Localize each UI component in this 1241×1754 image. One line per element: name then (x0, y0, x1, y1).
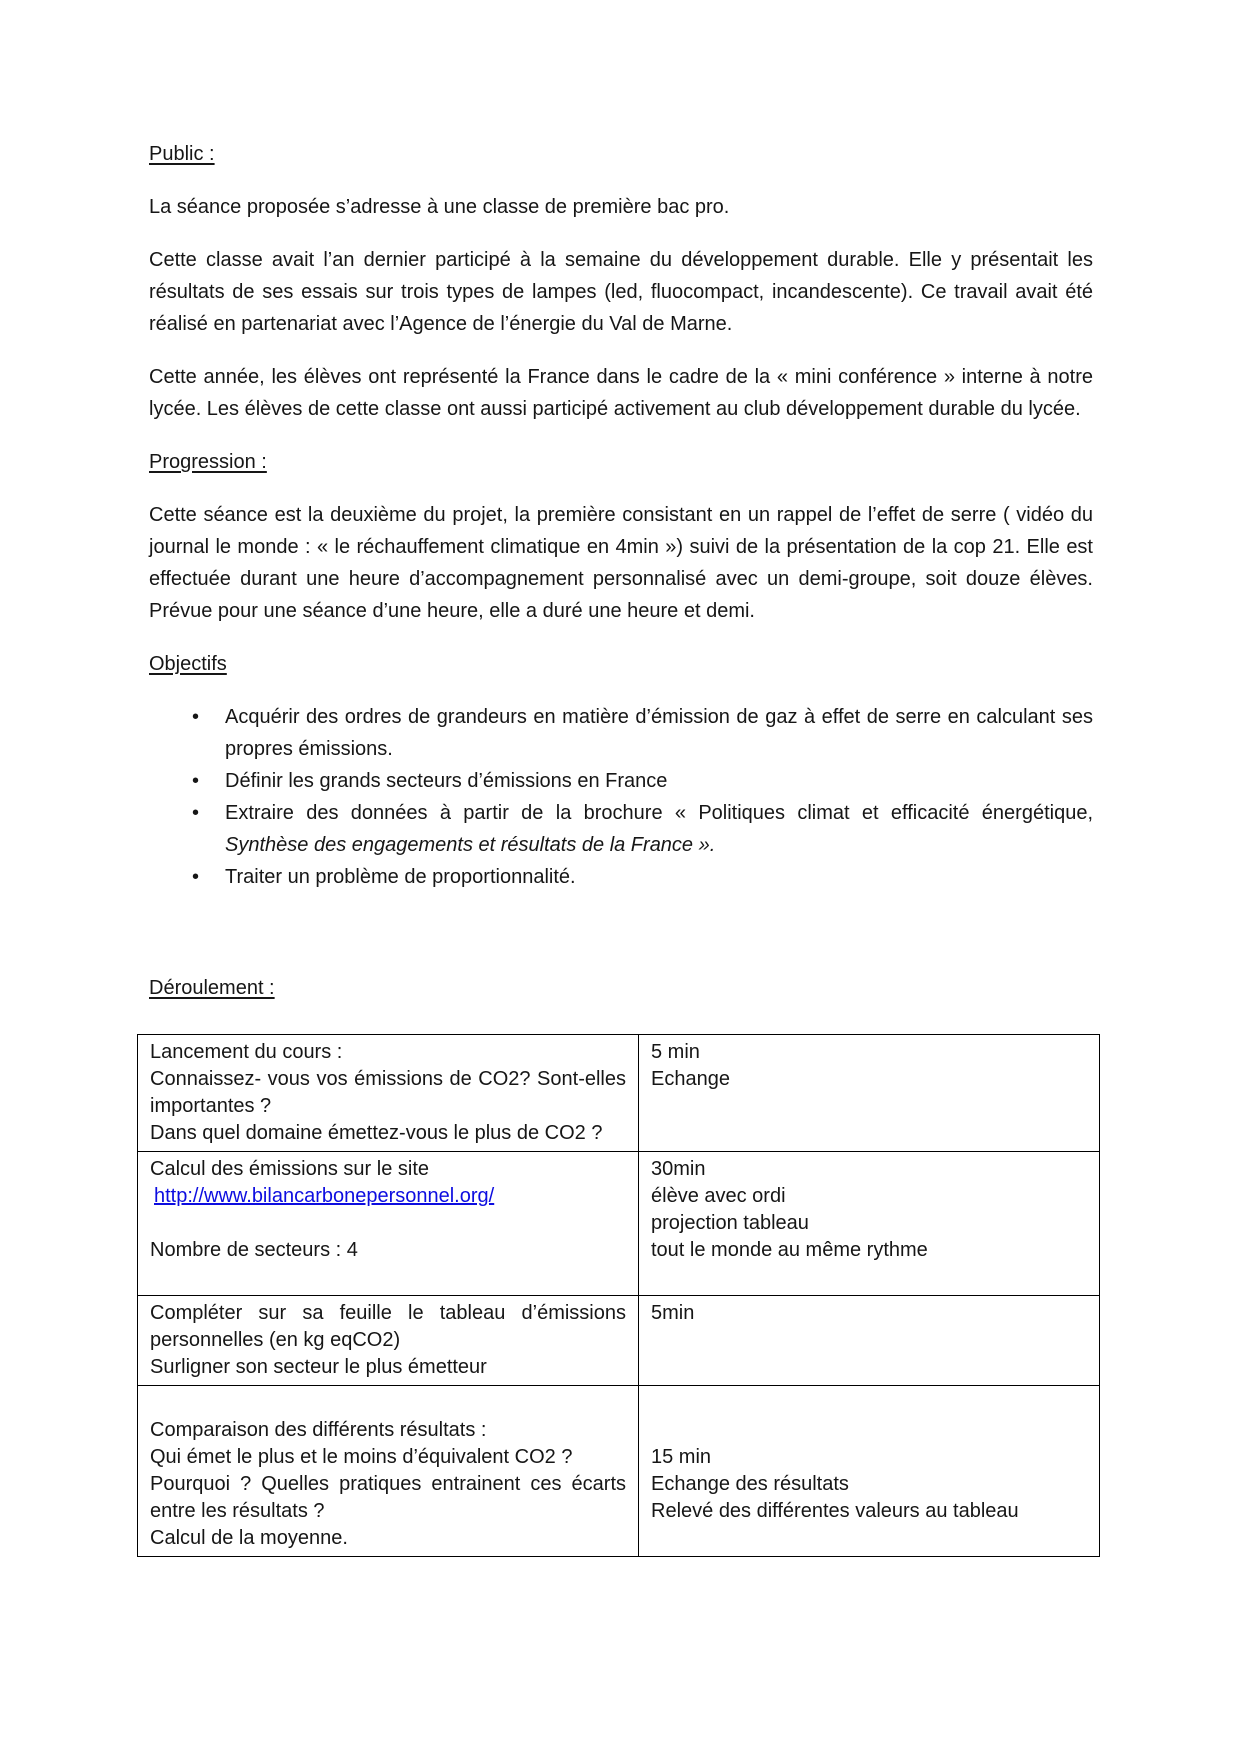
cell-line: Connaissez- vous vos émissions de CO2? Sont-elles importantes ? (150, 1068, 626, 1117)
heading-public-text: Public : (149, 143, 215, 165)
heading-public (149, 138, 1093, 170)
timing-cell (639, 1035, 1100, 1152)
objective-item (186, 861, 1093, 893)
cell-line: Echange des résultats (651, 1473, 849, 1495)
cell-line: Surligner son secteur le plus émetteur (150, 1356, 487, 1378)
table-row (138, 1035, 1100, 1152)
cell-line: Comparaison des différents résultats : (150, 1419, 487, 1441)
objective-item (186, 765, 1093, 797)
objective-item (186, 701, 1093, 765)
activity-cell (138, 1296, 639, 1386)
cell-line (150, 1210, 626, 1237)
activity-cell (138, 1386, 639, 1557)
table-row (138, 1386, 1100, 1557)
cell-line: Calcul des émissions sur le site (150, 1158, 429, 1180)
cell-line: Lancement du cours : (150, 1041, 343, 1063)
cell-line: 5 min (651, 1041, 700, 1063)
cell-line: Relevé des différentes valeurs au tableau (651, 1500, 1019, 1522)
cell-line: tout le monde au même rythme (651, 1239, 928, 1261)
objective-text-italic: Synthèse des engagements et résultats de la France ». (225, 834, 716, 856)
cell-line: 15 min (651, 1446, 712, 1468)
cell-line: 30min (651, 1158, 706, 1180)
heading-deroulement (149, 972, 1093, 1004)
cell-line: Dans quel domaine émettez-vous le plus de CO2 ? (150, 1122, 603, 1144)
paragraph-audience-current: Cette année, les élèves ont représenté la France dans le cadre de la « mini conférence » interne à notre lycée. Les élèves de cette classe ont aussi participé activement au club développement durable du lycée. (149, 366, 1093, 420)
heading-objectifs-text: Objectifs (149, 653, 227, 675)
cell-line: Calcul de la moyenne. (150, 1527, 348, 1549)
cell-line: Echange (651, 1068, 730, 1090)
timing-cell (639, 1152, 1100, 1296)
cell-line: élève avec ordi (651, 1185, 786, 1207)
timing-cell (639, 1386, 1100, 1557)
cell-line (150, 1183, 626, 1210)
cell-line: Pourquoi ? Quelles pratiques entrainent ces écarts entre les résultats ? (150, 1473, 626, 1522)
objective-item (186, 797, 1093, 861)
table-row (138, 1152, 1100, 1296)
cell-line: 5min (651, 1302, 695, 1324)
deroulement-table (137, 1034, 1100, 1557)
cell-line: projection tableau (651, 1212, 809, 1234)
heading-progression (149, 446, 1093, 478)
heading-progression-text: Progression : (149, 451, 267, 473)
heading-deroulement-text: Déroulement : (149, 977, 275, 999)
cell-line (150, 1390, 626, 1417)
heading-objectifs (149, 648, 1093, 680)
activity-cell (138, 1152, 639, 1296)
cell-line: Compléter sur sa feuille le tableau d’émissions personnelles (en kg eqCO2) (150, 1302, 626, 1351)
objective-text: Traiter un problème de proportionnalité. (225, 866, 576, 888)
bilan-carbone-link[interactable]: http://www.bilancarbonepersonnel.org/ (154, 1185, 495, 1207)
objective-text: Définir les grands secteurs d’émissions en France (225, 770, 668, 792)
activity-cell (138, 1035, 639, 1152)
cell-line (651, 1390, 1087, 1417)
objectives-list (186, 701, 1093, 893)
paragraph-audience-intro: La séance proposée s’adresse à une classe de première bac pro. (149, 196, 730, 218)
cell-line (651, 1417, 1087, 1444)
timing-cell (639, 1296, 1100, 1386)
paragraph-audience-history: Cette classe avait l’an dernier participé à la semaine du développement durable. Elle y présentait les résultats de ses essais sur trois types de lampes (led, fluocompact, incandescente). Ce travail avait été réalisé en partenariat avec l’Agence de l’énergie du Val de Marne. (149, 249, 1093, 335)
cell-line: Nombre de secteurs : 4 (150, 1239, 358, 1261)
cell-line (150, 1264, 626, 1291)
objective-text: Extraire des données à partir de la brochure « Politiques climat et efficacité énergétique, (225, 802, 1093, 824)
objective-text: Acquérir des ordres de grandeurs en matière d’émission de gaz à effet de serre en calculant ses propres émissions. (225, 706, 1093, 760)
cell-line: Qui émet le plus et le moins d’équivalent CO2 ? (150, 1446, 573, 1468)
table-row (138, 1296, 1100, 1386)
paragraph-progression-body: Cette séance est la deuxième du projet, la première consistant en un rappel de l’effet de serre ( vidéo du journal le monde : « le réchauffement climatique en 4min ») suivi de la présentation de la cop 21. Elle est effectuée durant une heure d’accompagnement personnalisé avec un demi-groupe, soit douze élèves. Prévue pour une séance d’une heure, elle a duré une heure et demi. (149, 504, 1093, 622)
